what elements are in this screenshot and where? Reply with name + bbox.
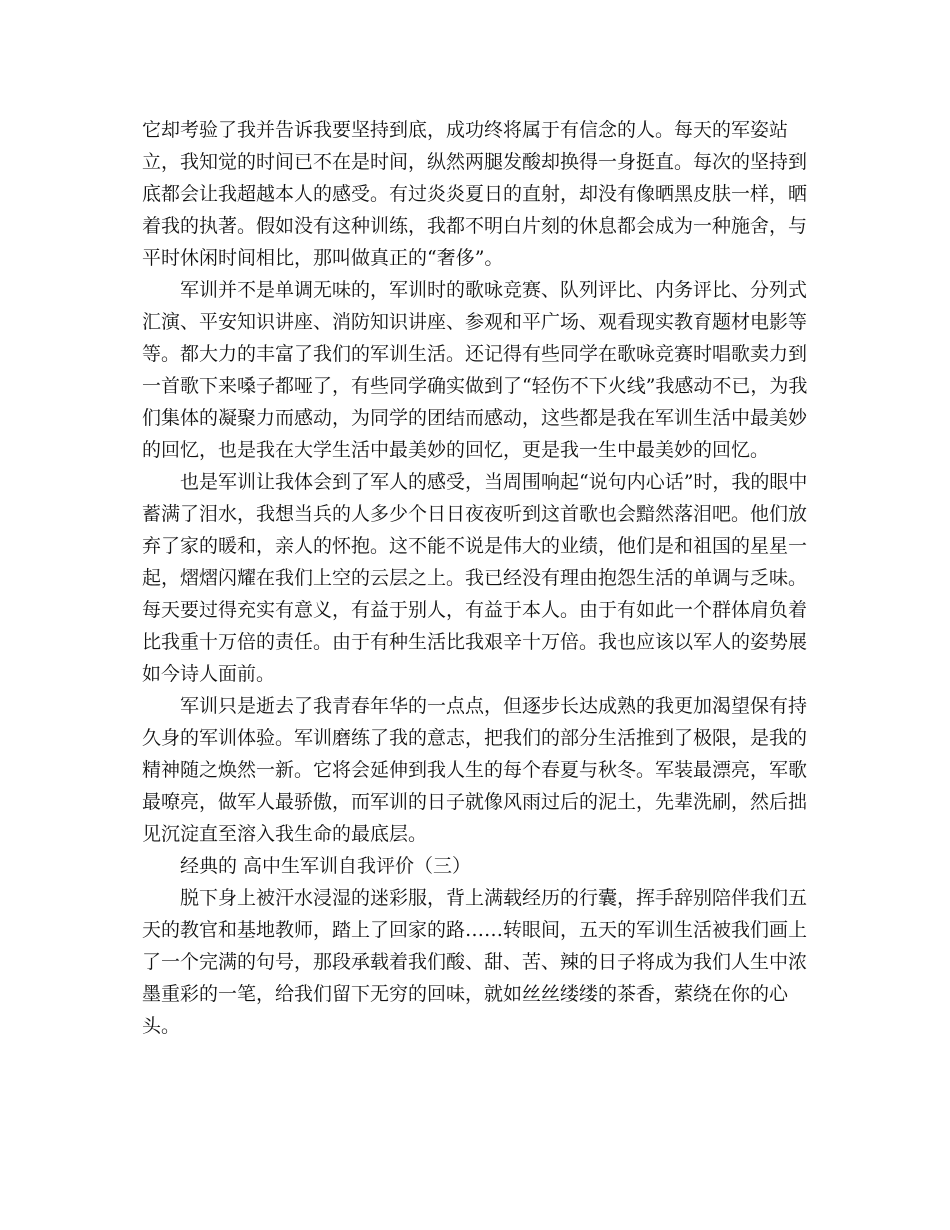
paragraph-1: 它却考验了我并告诉我要坚持到底，成功终将属于有信念的人。每天的军姿站立，我知觉的时间已不在是时间，纵然两腿发酸却换得一身挺直。每次的坚持到底都会让我超越本人的感受。有过炎炎夏日的直射，却没有像晒黑皮肤一样，晒着我的执著。假如没有这种训练，我都不明白片刻的休息都会成为一种施舍，与平时休闲时间相比，那叫做真正的“奢侈”。	[142, 119, 808, 269]
paragraph-3: 也是军训让我体会到了军人的感受，当周围响起“说句内心话”时，我的眼中蓄满了泪水，我想当兵的人多少个日日夜夜听到这首歌也会黯然落泪吧。他们放弃了家的暖和，亲人的怀抱。这不能不说是伟大的业绩，他们是和祖国的星星一起，熠熠闪耀在我们上空的云层之上。我已经没有理由抱怨生活的单调与乏味。每天要过得充实有意义，有益于别人，有益于本人。由于有如此一个群体肩负着比我重十万倍的责任。由于有种生活比我艰辛十万倍。我也应该以军人的姿势展如今诗人面前。	[142, 471, 808, 685]
paragraph-5: 脱下身上被汗水浸湿的迷彩服，背上满载经历的行囊，挥手辞别陪伴我们五天的教官和基地教师，踏上了回家的路……转眼间，五天的军训生活被我们画上了一个完满的句号，那段承载着我们酸、甜、苦、辣的日子将成为我们人生中浓墨重彩的一笔，给我们留下无穷的回味，就如丝丝缕缕的茶香，萦绕在你的心头。	[142, 887, 808, 1037]
section-heading: 经典的 高中生军训自我评价（三）	[180, 855, 472, 877]
paragraph-4: 军训只是逝去了我青春年华的一点点，但逐步长达成熟的我更加渴望保有持久身的军训体验。军训磨练了我的意志，把我们的部分生活推到了极限，是我的精神随之焕然一新。它将会延伸到我人生的每个春夏与秋冬。军装最漂亮，军歌最嘹亮，做军人最骄傲，而军训的日子就像风雨过后的泥土，先辈洗刷，然后拙见沉淀直至溶入我生命的最底层。	[142, 695, 808, 845]
document-body	[142, 114, 822, 1042]
paragraph-2: 军训并不是单调无味的，军训时的歌咏竞赛、队列评比、内务评比、分列式汇演、平安知识讲座、消防知识讲座、参观和平广场、观看现实教育题材电影等等。都大力的丰富了我们的军训生活。还记得有些同学在歌咏竞赛时唱歌卖力到一首歌下来嗓子都哑了，有些同学确实做到了“轻伤不下火线”我感动不已，为我们集体的凝聚力而感动，为同学的团结而感动，这些都是我在军训生活中最美妙的回忆，也是我在大学生活中最美妙的回忆，更是我一生中最美妙的回忆。	[142, 279, 808, 461]
